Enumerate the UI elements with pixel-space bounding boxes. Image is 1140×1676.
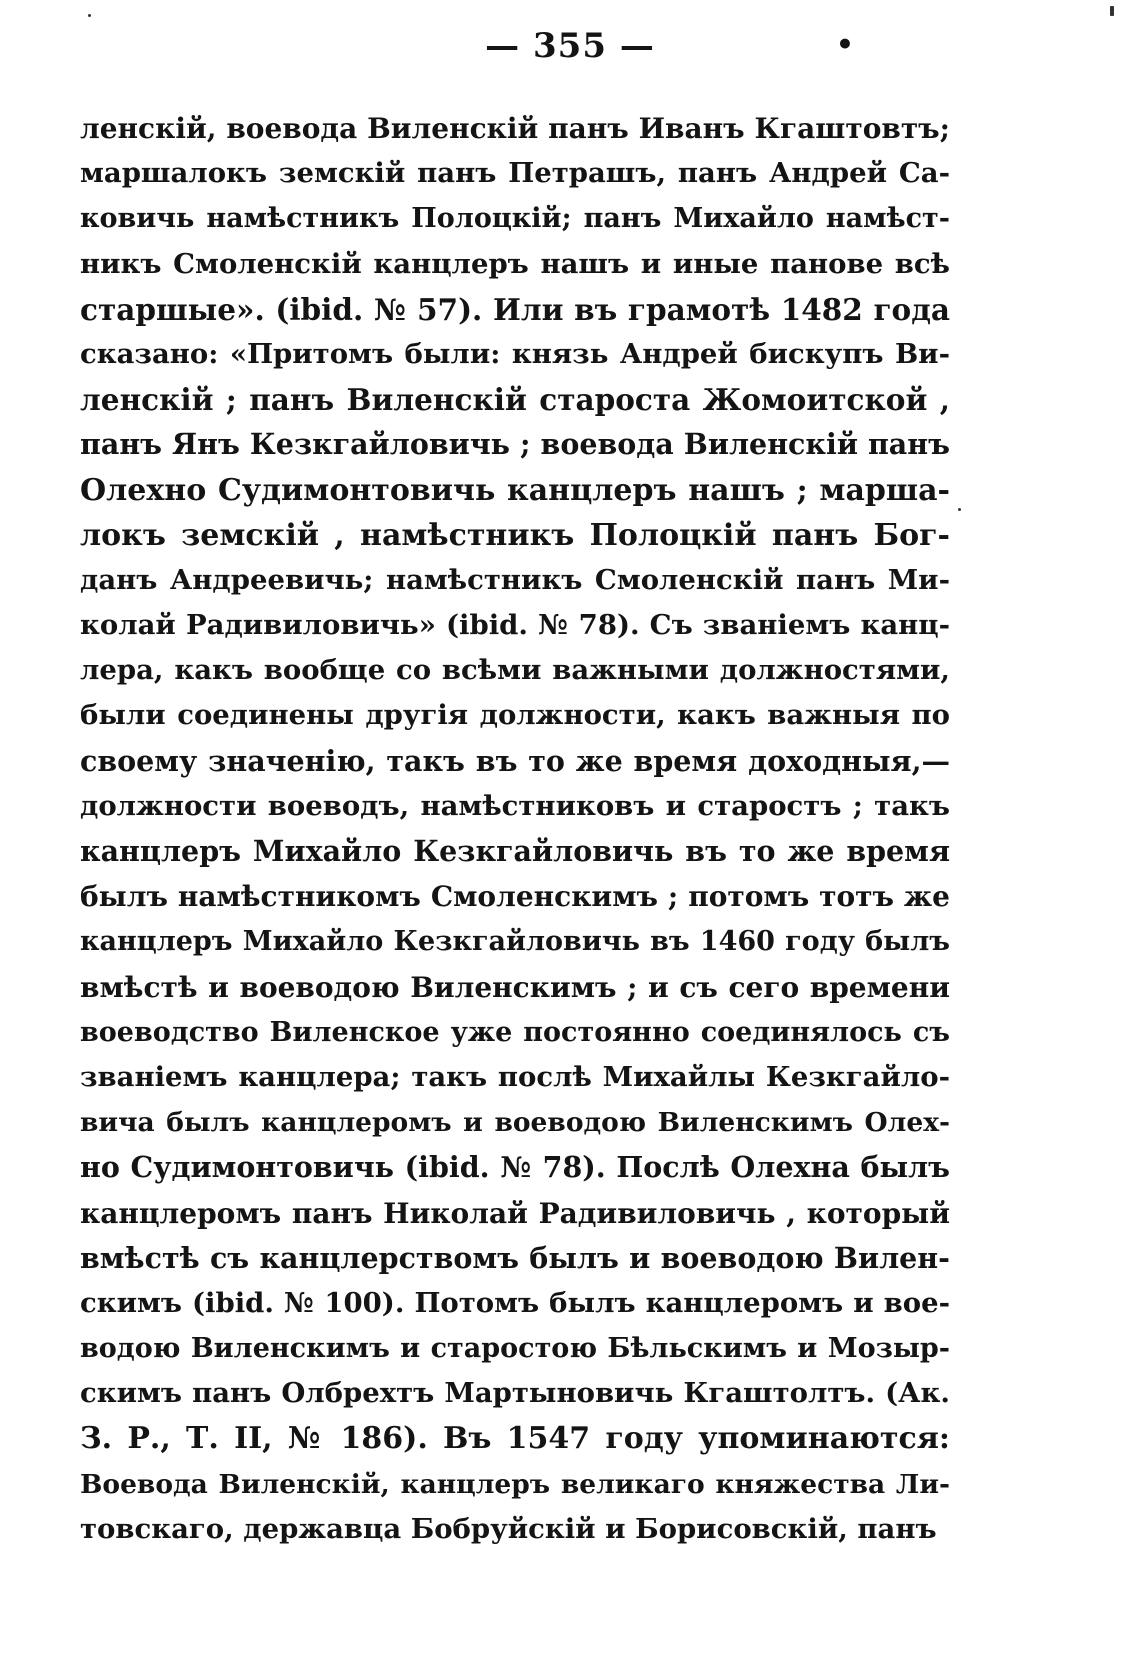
text-line: колай Радивиловичь» (ibid. № 78). Съ званіемъ канц- [80, 609, 950, 642]
text-line: были соединены другія должности, какъ важныя по [80, 699, 950, 732]
text-line: лера, какъ вообще со всѣми важными должностями, [80, 654, 950, 687]
print-speck [1110, 6, 1114, 16]
text-line: панъ Янъ Кезкгайловичь ; воевода Виленскій панъ [80, 427, 950, 462]
text-line: своему значенію, такъ въ то же время доходныя,— [80, 743, 950, 778]
text-line: сказано: «Притомъ были: князь Андрей бискупъ Ви- [80, 337, 950, 370]
page-number [0, 26, 1140, 66]
text-line: былъ намѣстникомъ Смоленскимъ ; потомъ тотъ же [80, 880, 950, 914]
text-line: канцлеръ Михайло Кезкгайловичь въ то же время [80, 834, 950, 868]
text-line: Воевода Виленскій, канцлеръ великаго княжества Ли- [80, 1468, 950, 1500]
text-line: никъ Смоленскій канцлеръ нашъ и иные панове всѣ [80, 247, 950, 280]
text-line: маршалокъ земскій панъ Петрашъ, панъ Андрей Са- [80, 157, 950, 190]
text-line: канцлеромъ панъ Николай Радивиловичь , который [80, 1196, 950, 1230]
print-speck [88, 14, 91, 17]
text-line: водою Виленскимъ и старостою Бѣльскимъ и Мозыр- [80, 1333, 950, 1365]
text-line: З. Р., Т. II, № 186). Въ 1547 году упоминаются: [80, 1421, 950, 1457]
text-line: скимъ панъ Олбрехтъ Мартыновичь Кгаштолтъ. (Ак. [80, 1377, 950, 1410]
text-line: вмѣстѣ и воеводою Виленскимъ ; и съ сего времени [80, 970, 950, 1004]
print-speck [958, 508, 961, 511]
text-line: Олехно Судимонтовичь канцлеръ нашъ ; марша- [80, 472, 950, 508]
bullet-mark: • [836, 28, 855, 61]
text-line: старшые». (ibid. № 57). Или въ грамотѣ 1482 года [80, 291, 950, 327]
page-number-text: — 355 — [485, 26, 655, 66]
body-text [80, 106, 950, 1552]
text-line: данъ Андреевичь; намѣстникъ Смоленскій панъ Ми- [80, 563, 950, 596]
text-line: званіемъ канцлера; такъ послѣ Михайлы Кезкгайло- [80, 1060, 950, 1093]
text-line: вича былъ канцлеромъ и воеводою Виленскимъ Олех- [80, 1107, 950, 1139]
text-line: локъ земскій , намѣстникъ Полоцкій панъ Бог- [80, 517, 950, 553]
text-line: ковичь намѣстникъ Полоцкій; панъ Михайло намѣст- [80, 203, 950, 235]
text-line: воеводство Виленское уже постоянно соединялось съ [80, 1016, 950, 1048]
text-line: вмѣстѣ съ канцлерствомъ былъ и воеводою Вилен- [80, 1240, 950, 1275]
text-line: канцлеръ Михайло Кезкгайловичь въ 1460 году былъ [80, 926, 950, 958]
text-line: скимъ (ibid. № 100). Потомъ былъ канцлеромъ и вое- [80, 1286, 950, 1319]
text-line: должности воеводъ, намѣстниковъ и старостъ ; такъ [80, 789, 950, 822]
text-line: но Судимонтовичь (ibid. № 78). Послѣ Олехна былъ [80, 1150, 950, 1185]
text-line: ленскій ; панъ Виленскій староста Жомоитской , [80, 382, 950, 418]
text-line: ленскій, воевода Виленскій панъ Иванъ Кгаштовтъ; [80, 112, 950, 145]
text-line: товскаго, державца Бобруйскій и Борисовскій, панъ [80, 1512, 937, 1545]
